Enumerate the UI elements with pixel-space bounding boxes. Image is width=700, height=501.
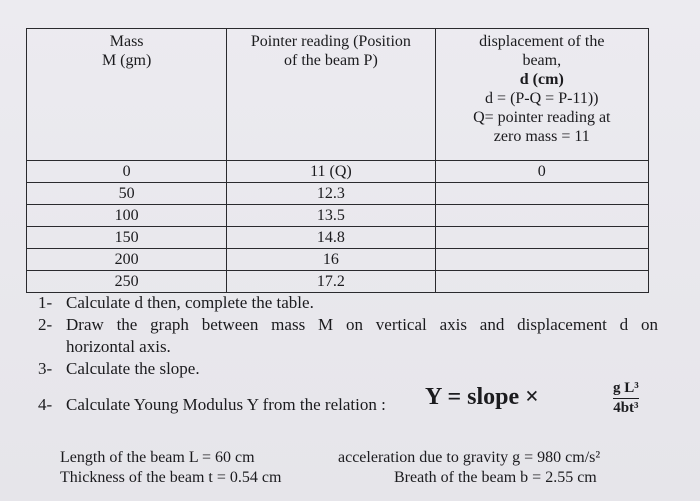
question-1	[38, 292, 658, 314]
table-row	[27, 249, 649, 271]
cell-pointer: 14.8	[227, 227, 435, 249]
question-2-text-line2: horizontal axis.	[66, 337, 171, 356]
beam-breadth: Breath of the beam b = 2.55 cm	[394, 469, 597, 486]
cell-mass: 50	[27, 183, 227, 205]
question-3	[38, 358, 658, 380]
cell-displacement	[435, 227, 648, 249]
header-disp-line1: displacement of the	[479, 33, 605, 50]
question-list	[38, 292, 658, 428]
cell-mass: 150	[27, 227, 227, 249]
header-mass-line1: Mass	[109, 33, 144, 50]
header-displacement	[435, 29, 648, 161]
beam-length: Length of the beam L = 60 cm	[60, 449, 255, 466]
question-3-number: 3-	[38, 359, 53, 378]
table-header-row	[27, 29, 649, 161]
header-disp-line6: zero mass = 11	[493, 128, 590, 145]
question-1-number: 1-	[38, 293, 53, 312]
table-row	[27, 205, 649, 227]
question-1-text: Calculate d then, complete the table.	[66, 293, 314, 312]
data-table	[26, 28, 649, 293]
constants-left	[60, 448, 281, 488]
header-disp-line5: Q= pointer reading at	[473, 109, 611, 126]
header-disp-line2: beam,	[522, 52, 562, 69]
table-row	[27, 161, 649, 183]
header-pointer-line1: Pointer reading (Position	[250, 33, 411, 50]
cell-pointer: 13.5	[227, 205, 435, 227]
gravity-constant: acceleration due to gravity g = 980 cm/s²	[338, 449, 601, 466]
header-mass	[27, 29, 227, 161]
cell-pointer: 11 (Q)	[227, 161, 435, 183]
cell-mass: 200	[27, 249, 227, 271]
header-mass-line2: M (gm)	[101, 52, 152, 69]
fraction-bar	[613, 398, 639, 399]
cell-pointer: 17.2	[227, 271, 435, 293]
cell-mass: 250	[27, 271, 227, 293]
header-disp-line4: d = (P-Q = P-11))	[485, 90, 599, 107]
header-disp-line3: d (cm)	[519, 71, 564, 88]
cell-pointer: 12.3	[227, 183, 435, 205]
formula-fraction	[613, 380, 639, 417]
question-3-text: Calculate the slope.	[66, 359, 200, 378]
question-2	[38, 314, 658, 358]
formula-numerator: g L³	[613, 380, 639, 396]
formula-denominator: 4bt³	[613, 400, 639, 416]
header-pointer-line2: of the beam P)	[284, 52, 378, 69]
cell-displacement	[435, 271, 648, 293]
table-row	[27, 227, 649, 249]
table-row	[27, 271, 649, 293]
cell-mass: 100	[27, 205, 227, 227]
table-row	[27, 183, 649, 205]
question-2-text-line1: Draw the graph between mass M on vertical axis and displacement d on	[66, 315, 658, 334]
header-pointer	[227, 29, 435, 161]
cell-displacement	[435, 183, 648, 205]
cell-displacement	[435, 249, 648, 271]
question-4-text: Calculate Young Modulus Y from the relation :	[66, 395, 386, 414]
beam-thickness: Thickness of the beam t = 0.54 cm	[60, 469, 282, 486]
cell-displacement: 0	[435, 161, 648, 183]
cell-mass: 0	[27, 161, 227, 183]
question-2-number: 2-	[38, 315, 53, 334]
formula-lhs: Y = slope ×	[425, 384, 539, 410]
cell-displacement	[435, 205, 648, 227]
question-4	[38, 380, 658, 428]
question-4-number: 4-	[38, 395, 53, 414]
cell-pointer: 16	[227, 249, 435, 271]
